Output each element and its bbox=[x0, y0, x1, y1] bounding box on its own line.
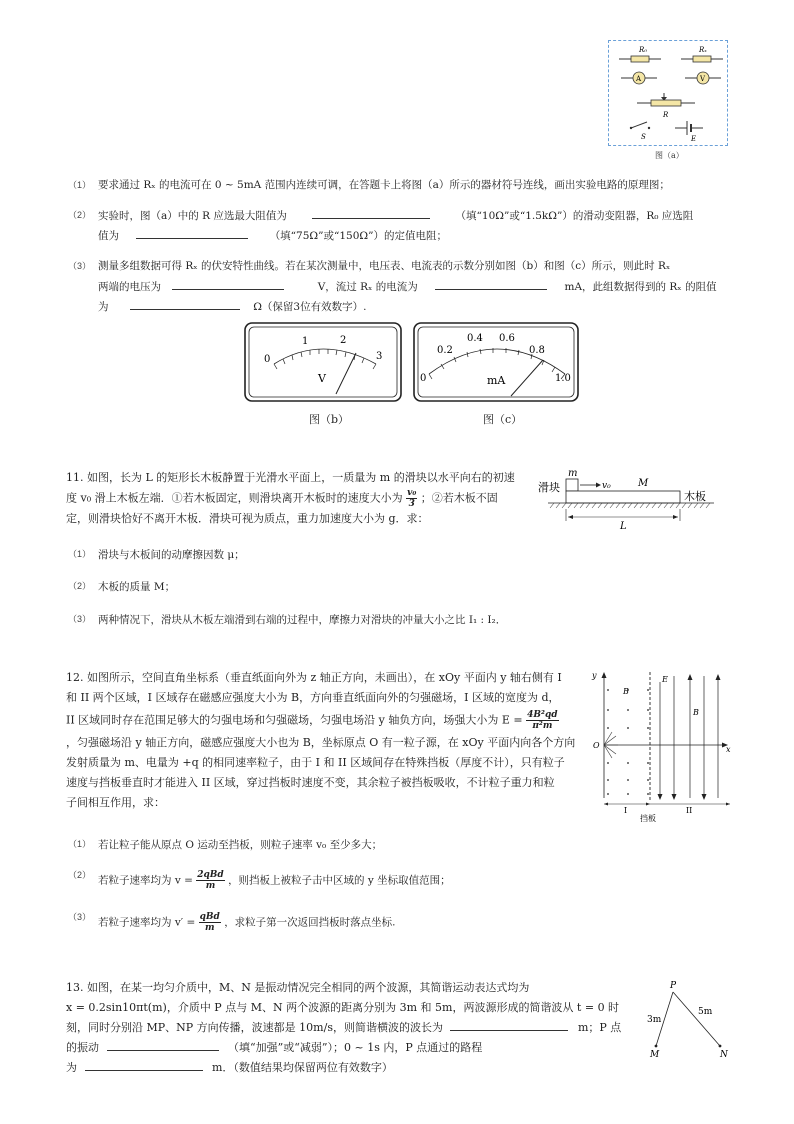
q11-fig-L: L bbox=[620, 521, 627, 532]
q11-s3-number: （3） bbox=[68, 614, 92, 624]
q13-line4 bbox=[66, 1038, 482, 1058]
answer-blank-current[interactable] bbox=[435, 277, 547, 290]
q12-s2-a: 若粒子速率均为 v = bbox=[98, 874, 193, 887]
q12-e-num: 4B²qd bbox=[527, 710, 558, 720]
q12-s3-fraction bbox=[199, 912, 221, 933]
answer-blank-wavelength[interactable] bbox=[450, 1018, 568, 1031]
q11-s1-number: （1） bbox=[68, 549, 92, 559]
board-rect bbox=[566, 491, 680, 503]
slider-block bbox=[566, 479, 578, 491]
battery-label: E bbox=[691, 135, 697, 143]
q13-fig-M: M bbox=[650, 1050, 660, 1060]
q11-fig-m: m bbox=[568, 468, 578, 479]
meter-b-tick-0: 0 bbox=[264, 354, 271, 365]
q12-e-fraction bbox=[526, 710, 558, 731]
q12-s3-num: qBd bbox=[199, 912, 220, 922]
q11-l2a: 度 v₀ 滑上木板左端．①若木板固定，则滑块离开木板时的速度大小为 bbox=[66, 491, 403, 505]
q10-s2-l2b: （填“75Ω”或“150Ω”）的定值电阻； bbox=[269, 230, 447, 242]
q10-s3-l3a: 为 bbox=[98, 301, 109, 313]
q13-line2: x = 0.2sin10πt(m)，介质中 P 点与 M、N 两个波源的距离分别为 3m 和 5m，两波源形成的简谐波从 t = 0 时 bbox=[66, 1001, 620, 1014]
q11-figure bbox=[534, 467, 734, 533]
q12-l3a: II 区域同时存在范围足够大的匀强电场和匀强磁场，匀强电场沿 y 轴负方向，场强大小为 E = bbox=[66, 713, 523, 727]
q12-s2-num: 2qBd bbox=[197, 870, 224, 880]
q10-s3-line2 bbox=[98, 277, 717, 297]
answer-blank-vibration[interactable] bbox=[107, 1038, 219, 1051]
q12-s3-text bbox=[98, 912, 396, 933]
q12-s2-den: m bbox=[205, 881, 216, 891]
q10-s3-l3b: Ω（保留3位有效数字）. bbox=[253, 301, 367, 313]
switch-label: S bbox=[641, 133, 646, 141]
q10-s3-line1: 测量多组数据可得 Rₓ 的伏安特性曲线。若在某次测量中，电压表、电流表的示数分别如图（b）和图（c）所示，则此时 Rₓ bbox=[98, 260, 671, 272]
meter-c-unit: mA bbox=[487, 374, 506, 387]
q10-s3-l2b: V，流过 Rₓ 的电流为 bbox=[317, 281, 418, 293]
meter-c-tick-3: 0.6 bbox=[499, 333, 515, 344]
meter-b-tick-3: 3 bbox=[376, 351, 383, 362]
meter-b-caption: 图（b） bbox=[309, 413, 350, 426]
figure-a-caption: 图（a） bbox=[655, 151, 684, 160]
figure-a bbox=[608, 40, 728, 146]
q11-s2-number: （2） bbox=[68, 581, 92, 591]
q12-s2-text bbox=[98, 870, 451, 891]
q12-s1-number: （1） bbox=[68, 839, 92, 849]
meter-b-tick-2: 2 bbox=[340, 335, 347, 346]
q12-fig-region2: II bbox=[686, 806, 693, 815]
q11-fig-v0: v₀ bbox=[602, 481, 611, 491]
meter-b bbox=[244, 322, 402, 402]
meter-c bbox=[413, 322, 579, 402]
q13-line3 bbox=[66, 1018, 621, 1038]
q11-frac-num: v₀ bbox=[407, 488, 417, 498]
answer-blank-resistance[interactable] bbox=[130, 297, 240, 310]
q13-l5a: 为 bbox=[66, 1061, 77, 1074]
q12-s3-a: 若粒子速率均为 v′ = bbox=[98, 916, 196, 929]
ammeter-label: A bbox=[636, 75, 642, 83]
q12-figure bbox=[590, 668, 736, 824]
meter-c-tick-4: 0.8 bbox=[529, 345, 545, 356]
q12-e-den: π²m bbox=[532, 721, 553, 731]
q10-s2-line2 bbox=[98, 226, 447, 246]
q13-fig-pm: 3m bbox=[647, 1015, 662, 1025]
answer-blank-voltage[interactable] bbox=[172, 277, 284, 290]
q10-s2-l1b: （填“10Ω”或“1.5kΩ”）的滑动变阻器，R₀ 应选阻 bbox=[455, 210, 694, 222]
q11-s3-text: 两种情况下，滑块从木板左端滑到右端的过程中，摩擦力对滑块的冲量大小之比 I₁ : I₂． bbox=[98, 614, 507, 626]
meter-c-caption: 图（c） bbox=[483, 413, 523, 426]
meter-c-tick-0: 0 bbox=[420, 373, 427, 384]
q11-line1: 11. 如图，长为 L 的矩形长木板静置于光滑水平面上，一质量为 m 的滑块以水平向右的初速 bbox=[66, 471, 515, 484]
q12-s2-number: （2） bbox=[68, 870, 92, 880]
q13-l5b: m．（数值结果均保留两位有效数字） bbox=[212, 1061, 393, 1074]
meter-b-tick-1: 1 bbox=[302, 336, 309, 347]
q11-line3: 定，则滑块恰好不离开木板．滑块可视为质点，重力加速度大小为 g．求： bbox=[66, 512, 429, 525]
q11-fig-board-label: 木板 bbox=[684, 490, 706, 503]
q12-s3-b: ，求粒子第一次返回挡板时落点坐标. bbox=[224, 916, 396, 929]
q12-s1-text: 若让粒子能从原点 O 运动至挡板，则粒子速率 v₀ 至少多大； bbox=[98, 839, 383, 851]
q13-fig-pn: 5m bbox=[698, 1007, 713, 1017]
q12-line4: ，匀强磁场沿 y 轴正方向，磁感应强度大小也为 B，坐标原点 O 有一粒子源，在 xOy 平面内向各个方向 bbox=[66, 736, 576, 749]
q11-l2b: ；②若木板不固 bbox=[420, 491, 498, 505]
q10-s3-number: （3） bbox=[68, 261, 92, 271]
q11-fraction bbox=[406, 488, 417, 509]
answer-blank-r0[interactable] bbox=[136, 226, 248, 239]
q12-fig-y: y bbox=[592, 671, 597, 680]
voltmeter-label: V bbox=[700, 75, 706, 83]
q12-fig-B2: B bbox=[693, 708, 699, 717]
q10-s2-l2a: 值为 bbox=[98, 230, 119, 242]
q13-l4b: （填“加强”或“减弱”）；0 ~ 1s 内，P 点通过的路程 bbox=[228, 1041, 483, 1054]
q10-s3-l2a: 两端的电压为 bbox=[98, 281, 161, 293]
q12-line6: 速度与挡板垂直时才能进入 II 区域，穿过挡板时速度不变，其余粒子被挡板吸收，不计粒子重力和粒 bbox=[66, 776, 555, 789]
answer-blank-r[interactable] bbox=[312, 206, 430, 219]
figure-a-diagram bbox=[609, 41, 727, 145]
q12-s3-number: （3） bbox=[68, 912, 92, 922]
answer-blank-path[interactable] bbox=[85, 1058, 203, 1071]
q10-s2-line1 bbox=[98, 206, 693, 226]
meter-b-unit: V bbox=[318, 372, 326, 385]
r0-label: R₀ bbox=[639, 46, 648, 54]
q13-line1: 13. 如图，在某一均匀介质中，M、N 是振动情况完全相同的两个波源，其简谐运动表达式均为 bbox=[66, 981, 530, 994]
q12-fig-plate: 挡板 bbox=[640, 814, 656, 823]
q11-fig-M: M bbox=[638, 478, 649, 489]
q12-line1: 12. 如图所示，空间直角坐标系（垂直纸面向外为 z 轴正方向，未画出），在 xOy 平面内 y 轴右侧有 I bbox=[66, 671, 562, 684]
q13-line5 bbox=[66, 1058, 393, 1078]
q12-line7: 子间相互作用，求： bbox=[66, 796, 165, 809]
q11-line2 bbox=[66, 488, 498, 509]
meter-c-tick-1: 0.2 bbox=[437, 345, 453, 356]
q11-fig-slider-label: 滑块 bbox=[538, 481, 560, 494]
q12-fig-x: x bbox=[726, 745, 731, 754]
q11-s2-text: 木板的质量 M； bbox=[98, 581, 176, 593]
q13-l4a: 的振动 bbox=[66, 1041, 99, 1054]
q13-figure bbox=[640, 976, 740, 1060]
q12-line2: 和 II 两个区域，I 区域存在磁感应强度大小为 B，方向垂直纸面向外的匀强磁场，I 区域的宽度为 d， bbox=[66, 691, 560, 704]
rx-label: Rₓ bbox=[699, 46, 707, 54]
q13-l3b: m；P 点 bbox=[577, 1021, 622, 1034]
q12-fig-O: O bbox=[593, 741, 600, 750]
q10-s1-number: （1） bbox=[68, 180, 92, 190]
q13-l3a: 刻，同时分别沿 MP、NP 方向传播，波速都是 10m/s，则简谐横波的波长为 bbox=[66, 1021, 443, 1034]
q12-s2-fraction bbox=[196, 870, 224, 891]
q12-s2-b: ，则挡板上被粒子击中区域的 y 坐标取值范围； bbox=[228, 874, 451, 887]
q13-fig-P: P bbox=[670, 981, 677, 991]
q10-s3-line3 bbox=[98, 297, 366, 317]
q12-fig-region1: I bbox=[624, 806, 628, 815]
meter-c-tick-2: 0.4 bbox=[467, 333, 483, 344]
q12-fig-B1: B bbox=[623, 687, 629, 696]
q12-fig-E: E bbox=[662, 675, 668, 684]
q10-s3-l2c: mA，此组数据得到的 Rₓ 的阻值 bbox=[564, 281, 717, 293]
q12-s3-den: m bbox=[204, 923, 215, 933]
q13-fig-N: N bbox=[720, 1050, 728, 1060]
q12-line3 bbox=[66, 710, 559, 731]
q10-s1-text: 要求通过 Rₓ 的电流可在 0 ~ 5mA 范围内连续可调，在答题卡上将图（a）所示的器材符号连线，画出实验电路的原理图； bbox=[98, 179, 670, 191]
q11-frac-den: 3 bbox=[408, 499, 415, 509]
meter-c-tick-5: 1.0 bbox=[555, 373, 571, 384]
q12-line5: 发射质量为 m、电量为 +q 的相同速率粒子，由于 I 和 II 区域间存在特殊挡板（厚度不计），只有粒子 bbox=[66, 756, 565, 769]
q10-s2-l1a: 实验时，图（a）中的 R 应选最大阻值为 bbox=[98, 210, 287, 222]
q11-s1-text: 滑块与木板间的动摩擦因数 μ； bbox=[98, 549, 245, 561]
q10-s2-number: （2） bbox=[68, 210, 92, 220]
rheostat-label: R bbox=[663, 111, 669, 119]
